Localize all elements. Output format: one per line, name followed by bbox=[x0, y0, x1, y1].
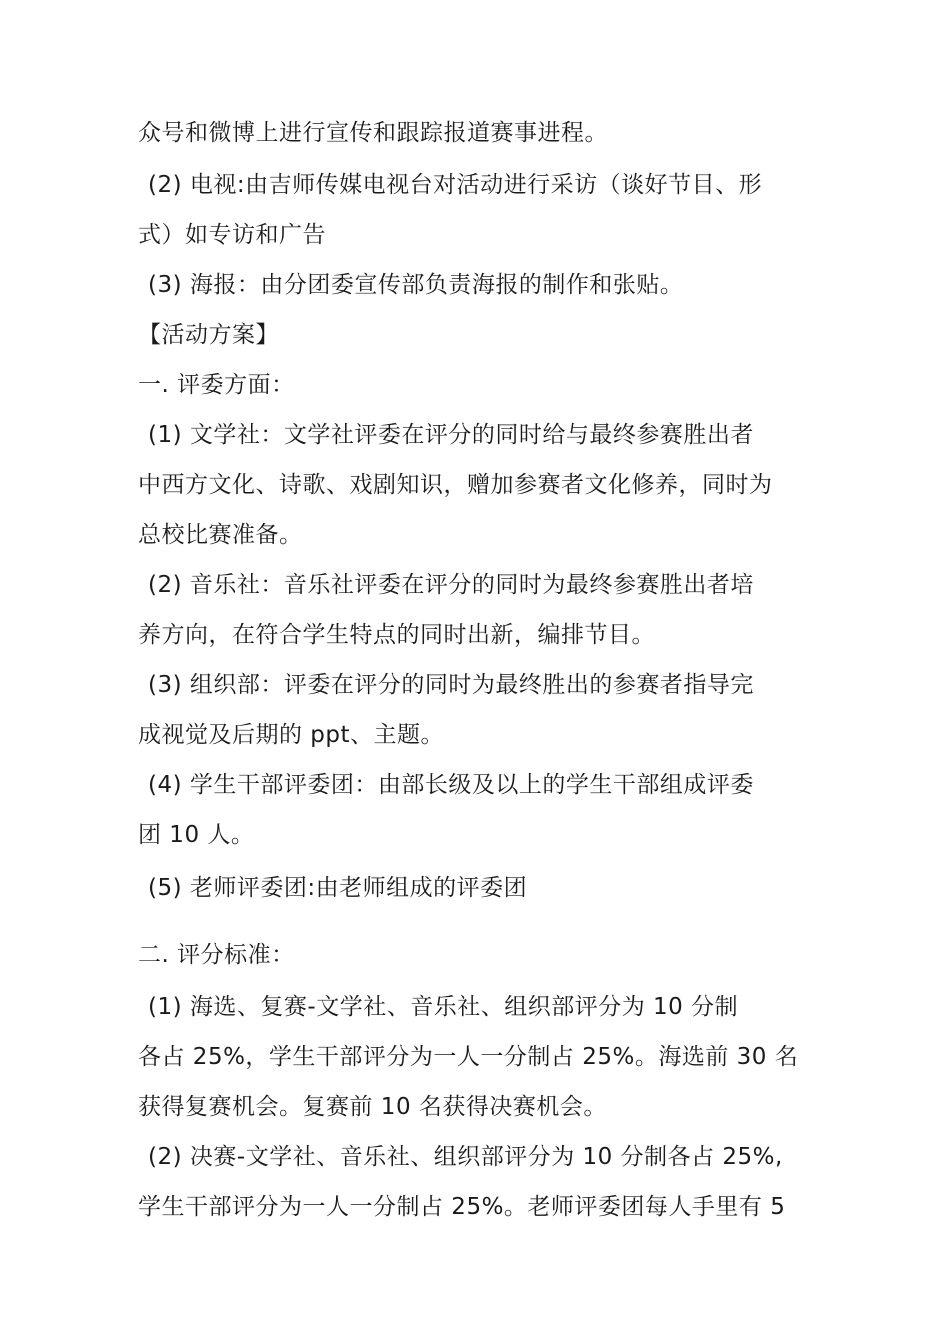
text-line: 各占 25%，学生干部评分为一人一分制占 25%。海选前 30 名 bbox=[138, 1044, 799, 1070]
text-line: (1) 海选、复赛-文学社、音乐社、组织部评分为 10 分制 bbox=[148, 994, 739, 1020]
text-line: (2) 决赛-文学社、音乐社、组织部评分为 10 分制各占 25%, bbox=[148, 1144, 783, 1170]
section-heading: 【活动方案】 bbox=[138, 322, 279, 348]
text-line: (3) 组织部：评委在评分的同时为最终胜出的参赛者指导完 bbox=[148, 672, 754, 698]
text-line: 众号和微博上进行宣传和跟踪报道赛事进程。 bbox=[138, 120, 608, 146]
text-line: 成视觉及后期的 ppt、主题。 bbox=[138, 722, 445, 748]
text-line: 获得复赛机会。复赛前 10 名获得决赛机会。 bbox=[138, 1094, 607, 1120]
text-line: (3) 海报：由分团委宣传部负责海报的制作和张贴。 bbox=[148, 272, 684, 298]
text-line: 学生干部评分为一人一分制占 25%。老师评委团每人手里有 5 bbox=[138, 1194, 786, 1220]
text-line: 中西方文化、诗歌、戏剧知识，赠加参赛者文化修养，同时为 bbox=[138, 472, 773, 498]
text-line: (2) 电视:由吉师传媒电视台对活动进行采访（谈好节目、形 bbox=[148, 172, 763, 198]
text-line: 式）如专访和广告 bbox=[138, 222, 326, 248]
text-line: 团 10 人。 bbox=[138, 822, 255, 848]
text-line: (2) 音乐社：音乐社评委在评分的同时为最终参赛胜出者培 bbox=[148, 572, 754, 598]
text-line: (1) 文学社：文学社评委在评分的同时给与最终参赛胜出者 bbox=[148, 422, 754, 448]
text-line: (5) 老师评委团:由老师组成的评委团 bbox=[148, 875, 528, 901]
section-heading: 二. 评分标准： bbox=[138, 942, 295, 968]
text-line: (4) 学生干部评委团：由部长级及以上的学生干部组成评委 bbox=[148, 772, 754, 798]
section-heading: 一. 评委方面： bbox=[138, 372, 295, 398]
text-line: 养方向，在符合学生特点的同时出新，编排节目。 bbox=[138, 622, 655, 648]
text-line: 总校比赛准备。 bbox=[138, 522, 303, 548]
